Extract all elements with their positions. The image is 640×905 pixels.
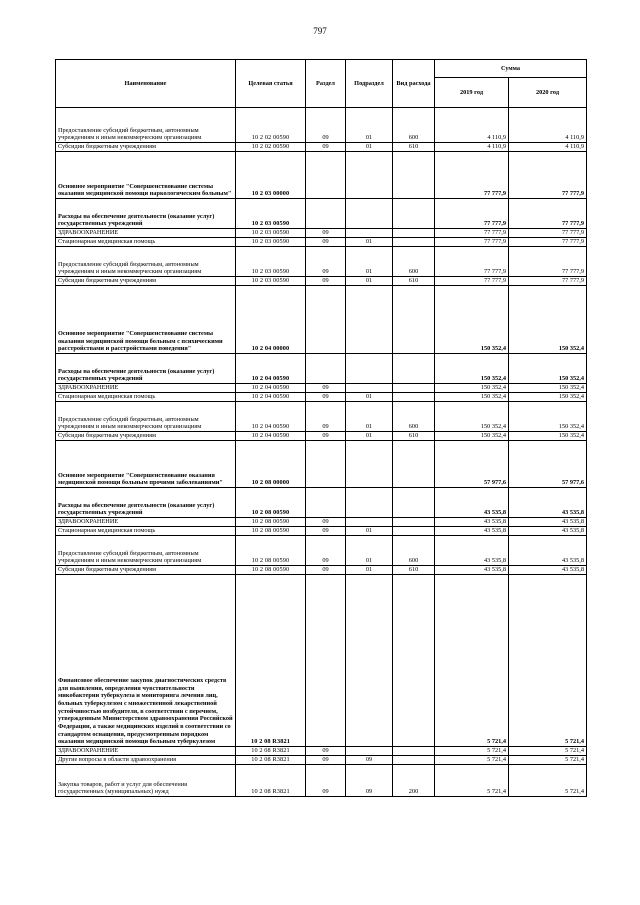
row-section: [306, 354, 346, 384]
row-target-code: 10 2 08 00590: [236, 566, 306, 575]
row-target-code: 10 2 04 00590: [236, 354, 306, 384]
row-sum-2020: 5 721,4: [509, 756, 587, 765]
row-sum-2020: 43 535,8: [509, 518, 587, 527]
row-sum-2019: 57 977,6: [435, 441, 509, 488]
row-section: 09: [306, 765, 346, 797]
row-name: Стационарная медицинская помощь: [56, 238, 236, 247]
row-name: ЗДРАВООХРАНЕНИЕ: [56, 747, 236, 756]
table-body: [56, 108, 587, 797]
row-sum-2020: 77 777,9: [509, 238, 587, 247]
budget-table: [55, 59, 587, 797]
row-target-code: 10 2 08 00590: [236, 527, 306, 536]
table-row: [56, 527, 587, 536]
row-section: [306, 575, 346, 747]
row-expense-type: [393, 527, 435, 536]
row-section: 09: [306, 238, 346, 247]
row-section: [306, 286, 346, 354]
row-sum-2020: 150 352,4: [509, 402, 587, 432]
row-sum-2019: 43 535,8: [435, 536, 509, 566]
row-sum-2020: 5 721,4: [509, 747, 587, 756]
row-target-code: 10 2 08 00590: [236, 536, 306, 566]
row-section: 09: [306, 566, 346, 575]
row-target-code: 10 2 04 00000: [236, 286, 306, 354]
row-sum-2019: 77 777,9: [435, 277, 509, 286]
header-target: Целевая статья: [236, 60, 306, 108]
row-sum-2020: 150 352,4: [509, 393, 587, 402]
row-subsection: 01: [346, 536, 393, 566]
row-subsection: 01: [346, 566, 393, 575]
row-sum-2020: 4 110,9: [509, 108, 587, 143]
row-subsection: [346, 747, 393, 756]
row-sum-2019: 77 777,9: [435, 238, 509, 247]
row-sum-2020: 150 352,4: [509, 384, 587, 393]
row-subsection: 01: [346, 108, 393, 143]
row-name: Финансовое обеспечение закупок диагностических средств для выявления, определения чувствительности микобактерии туберкулеза и мониторинга лечения лиц, больных туберкулезом с множественной лекарственной устойчивостью возбудителя, в соответствии с перечнем, утвержденным Министерством здравоохранения Российской Федерации, а также медицинских изделий в соответствии со стандартом оснащения, предусмотренным порядком оказания медицинской помощи больным туберкулезом: [56, 575, 236, 747]
table-row: [56, 432, 587, 441]
row-expense-type: 610: [393, 432, 435, 441]
row-name: Стационарная медицинская помощь: [56, 393, 236, 402]
row-subsection: 01: [346, 527, 393, 536]
row-target-code: 10 2 08 R3821: [236, 747, 306, 756]
row-sum-2019: 43 535,8: [435, 488, 509, 518]
header-name: Наименование: [56, 60, 236, 108]
row-subsection: 01: [346, 277, 393, 286]
row-sum-2019: 77 777,9: [435, 247, 509, 277]
row-subsection: 01: [346, 247, 393, 277]
row-name: Предоставление субсидий бюджетным, автономным учреждениям и иным некоммерческим организациям: [56, 247, 236, 277]
row-target-code: 10 2 08 R3821: [236, 756, 306, 765]
table-row: [56, 536, 587, 566]
row-section: [306, 199, 346, 229]
row-name: Предоставление субсидий бюджетным, автономным учреждениям и иным некоммерческим организациям: [56, 108, 236, 143]
table-row: [56, 575, 587, 747]
row-target-code: 10 2 04 00590: [236, 393, 306, 402]
row-name: Другие вопросы в области здравоохранения: [56, 756, 236, 765]
row-sum-2020: 77 777,9: [509, 152, 587, 199]
row-target-code: 10 2 03 00590: [236, 277, 306, 286]
row-expense-type: 600: [393, 402, 435, 432]
table-row: [56, 277, 587, 286]
row-section: [306, 488, 346, 518]
row-section: 09: [306, 277, 346, 286]
page-number: 797: [313, 26, 327, 36]
row-target-code: 10 2 08 R3821: [236, 575, 306, 747]
row-target-code: 10 2 03 00590: [236, 229, 306, 238]
row-subsection: 09: [346, 765, 393, 797]
row-sum-2019: 43 535,8: [435, 527, 509, 536]
row-sum-2019: 150 352,4: [435, 402, 509, 432]
row-sum-2020: 43 535,8: [509, 536, 587, 566]
row-sum-2020: 150 352,4: [509, 432, 587, 441]
row-section: 09: [306, 756, 346, 765]
header-2020: 2020 год: [509, 78, 587, 108]
row-sum-2019: 150 352,4: [435, 286, 509, 354]
table-row: [56, 488, 587, 518]
row-expense-type: [393, 199, 435, 229]
row-sum-2019: 77 777,9: [435, 199, 509, 229]
row-name: Основное мероприятие "Совершенствование оказания медицинской помощи больным прочими заболеваниями": [56, 441, 236, 488]
row-section: 09: [306, 527, 346, 536]
row-name: Основное мероприятие "Совершенствование системы оказания медицинской помощи наркологическим больным": [56, 152, 236, 199]
table-row: [56, 229, 587, 238]
header-subsection: Подраздел: [346, 60, 393, 108]
table-row: [56, 441, 587, 488]
row-sum-2019: 150 352,4: [435, 432, 509, 441]
row-sum-2020: 77 777,9: [509, 229, 587, 238]
row-target-code: 10 2 03 00590: [236, 238, 306, 247]
row-target-code: 10 2 08 R3821: [236, 765, 306, 797]
row-section: 09: [306, 402, 346, 432]
row-sum-2019: 77 777,9: [435, 152, 509, 199]
row-sum-2019: 43 535,8: [435, 566, 509, 575]
row-section: 09: [306, 229, 346, 238]
row-target-code: 10 2 08 00590: [236, 518, 306, 527]
row-section: 09: [306, 384, 346, 393]
row-name: ЗДРАВООХРАНЕНИЕ: [56, 518, 236, 527]
table-row: [56, 402, 587, 432]
row-section: 09: [306, 536, 346, 566]
row-sum-2020: 5 721,4: [509, 575, 587, 747]
header-sum: Сумма: [435, 60, 587, 78]
row-sum-2020: 57 977,6: [509, 441, 587, 488]
row-expense-type: 610: [393, 566, 435, 575]
row-name: Предоставление субсидий бюджетным, автономным учреждениям и иным некоммерческим организациям: [56, 402, 236, 432]
row-sum-2020: 77 777,9: [509, 199, 587, 229]
row-expense-type: [393, 238, 435, 247]
row-expense-type: 600: [393, 247, 435, 277]
row-expense-type: 610: [393, 143, 435, 152]
table-row: [56, 199, 587, 229]
row-sum-2019: 5 721,4: [435, 765, 509, 797]
row-sum-2019: 5 721,4: [435, 747, 509, 756]
row-subsection: 01: [346, 432, 393, 441]
row-subsection: [346, 229, 393, 238]
row-section: [306, 152, 346, 199]
row-subsection: [346, 286, 393, 354]
row-sum-2019: 77 777,9: [435, 229, 509, 238]
row-expense-type: [393, 286, 435, 354]
row-subsection: [346, 441, 393, 488]
row-expense-type: 600: [393, 536, 435, 566]
row-name: Расходы на обеспечение деятельности (оказание услуг) государственных учреждений: [56, 199, 236, 229]
header-2019: 2019 год: [435, 78, 509, 108]
table-row: [56, 152, 587, 199]
table-row: [56, 566, 587, 575]
row-name: Стационарная медицинская помощь: [56, 527, 236, 536]
row-sum-2019: 5 721,4: [435, 756, 509, 765]
row-sum-2020: 5 721,4: [509, 765, 587, 797]
header-expense-type: Вид расхода: [393, 60, 435, 108]
row-section: 09: [306, 108, 346, 143]
row-expense-type: [393, 575, 435, 747]
row-sum-2019: 150 352,4: [435, 384, 509, 393]
row-expense-type: [393, 518, 435, 527]
row-expense-type: [393, 756, 435, 765]
row-section: 09: [306, 393, 346, 402]
row-target-code: 10 2 03 00590: [236, 199, 306, 229]
row-name: Расходы на обеспечение деятельности (оказание услуг) государственных учреждений: [56, 354, 236, 384]
row-subsection: [346, 518, 393, 527]
table-row: [56, 108, 587, 143]
row-expense-type: 200: [393, 765, 435, 797]
row-name: ЗДРАВООХРАНЕНИЕ: [56, 384, 236, 393]
row-name: Расходы на обеспечение деятельности (оказание услуг) государственных учреждений: [56, 488, 236, 518]
row-expense-type: [393, 152, 435, 199]
row-section: [306, 441, 346, 488]
row-expense-type: 610: [393, 277, 435, 286]
row-subsection: [346, 152, 393, 199]
row-name: Субсидии бюджетным учреждениям: [56, 432, 236, 441]
row-sum-2020: 4 110,9: [509, 143, 587, 152]
row-sum-2020: 77 777,9: [509, 277, 587, 286]
row-section: 09: [306, 247, 346, 277]
row-expense-type: [393, 393, 435, 402]
row-section: 09: [306, 432, 346, 441]
table-row: [56, 238, 587, 247]
row-section: 09: [306, 747, 346, 756]
row-sum-2019: 150 352,4: [435, 393, 509, 402]
header-section: Раздел: [306, 60, 346, 108]
row-section: 09: [306, 143, 346, 152]
row-subsection: [346, 575, 393, 747]
row-target-code: 10 2 04 00590: [236, 432, 306, 441]
row-sum-2019: 5 721,4: [435, 575, 509, 747]
table-row: [56, 354, 587, 384]
row-target-code: 10 2 08 00000: [236, 441, 306, 488]
row-sum-2019: 43 535,8: [435, 518, 509, 527]
row-target-code: 10 2 08 00590: [236, 488, 306, 518]
row-name: Субсидии бюджетным учреждениям: [56, 143, 236, 152]
row-name: ЗДРАВООХРАНЕНИЕ: [56, 229, 236, 238]
table-row: [56, 747, 587, 756]
row-section: 09: [306, 518, 346, 527]
table-row: [56, 518, 587, 527]
row-target-code: 10 2 03 00000: [236, 152, 306, 199]
row-subsection: 01: [346, 143, 393, 152]
row-subsection: 01: [346, 238, 393, 247]
row-expense-type: 600: [393, 108, 435, 143]
row-expense-type: [393, 354, 435, 384]
row-sum-2019: 150 352,4: [435, 354, 509, 384]
row-target-code: 10 2 03 00590: [236, 247, 306, 277]
table-row: [56, 247, 587, 277]
row-target-code: 10 2 02 00590: [236, 108, 306, 143]
row-sum-2020: 43 535,8: [509, 566, 587, 575]
table-row: [56, 286, 587, 354]
table-row: [56, 765, 587, 797]
row-expense-type: [393, 229, 435, 238]
row-expense-type: [393, 747, 435, 756]
row-subsection: [346, 488, 393, 518]
row-sum-2020: 43 535,8: [509, 527, 587, 536]
row-sum-2019: 4 110,9: [435, 108, 509, 143]
row-name: Предоставление субсидий бюджетным, автономным учреждениям и иным некоммерческим организациям: [56, 536, 236, 566]
row-target-code: 10 2 04 00590: [236, 384, 306, 393]
table-row: [56, 756, 587, 765]
row-target-code: 10 2 02 00590: [236, 143, 306, 152]
row-subsection: [346, 384, 393, 393]
row-sum-2019: 4 110,9: [435, 143, 509, 152]
row-subsection: [346, 199, 393, 229]
row-expense-type: [393, 384, 435, 393]
row-name: Субсидии бюджетным учреждениям: [56, 277, 236, 286]
table-row: [56, 384, 587, 393]
row-subsection: 09: [346, 756, 393, 765]
row-sum-2020: 150 352,4: [509, 354, 587, 384]
row-sum-2020: 150 352,4: [509, 286, 587, 354]
row-sum-2020: 77 777,9: [509, 247, 587, 277]
row-subsection: 01: [346, 402, 393, 432]
row-name: Субсидии бюджетным учреждениям: [56, 566, 236, 575]
table-row: [56, 393, 587, 402]
row-expense-type: [393, 488, 435, 518]
row-subsection: 01: [346, 393, 393, 402]
row-target-code: 10 2 04 00590: [236, 402, 306, 432]
row-sum-2020: 43 535,8: [509, 488, 587, 518]
table-row: [56, 143, 587, 152]
row-name: Закупка товаров, работ и услуг для обеспечения государственных (муниципальных) нужд: [56, 765, 236, 797]
row-subsection: [346, 354, 393, 384]
row-expense-type: [393, 441, 435, 488]
row-name: Основное мероприятие "Совершенствование системы оказания медицинской помощи больным с психическими расстройствами и расстройствами поведения": [56, 286, 236, 354]
